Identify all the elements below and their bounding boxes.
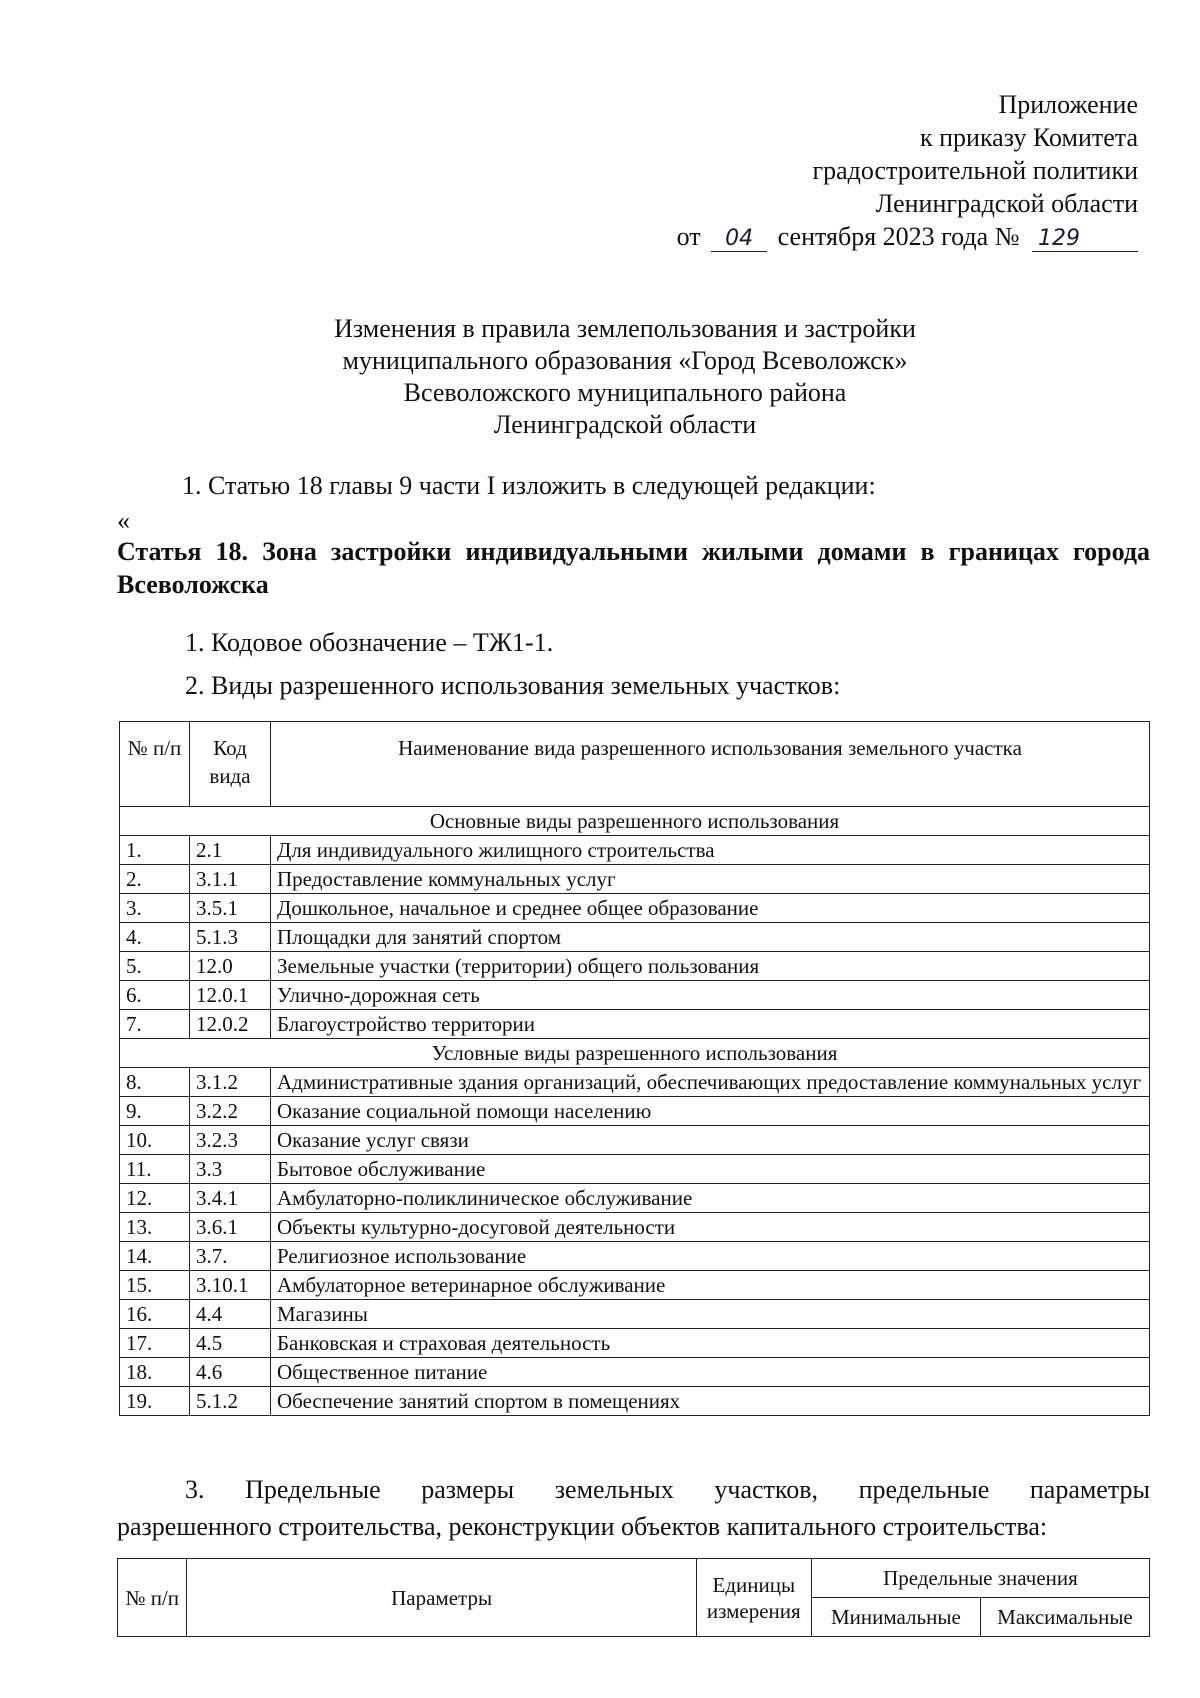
table-row <box>120 1271 1150 1300</box>
row-number: 14. <box>120 1242 190 1271</box>
row-use-name: Благоустройство территории <box>271 1010 1150 1039</box>
row-number: 7. <box>120 1010 190 1039</box>
parameters-header-row-1 <box>118 1559 1150 1598</box>
header-code: Код вида <box>190 722 271 807</box>
appendix-line-2: к приказу Комитета <box>919 123 1138 152</box>
row-code: 3.10.1 <box>190 1271 271 1300</box>
header-number: № п/п <box>120 722 190 807</box>
code-designation: 1. Кодовое обозначение – ТЖ1-1. <box>185 628 554 657</box>
row-code: 4.4 <box>190 1300 271 1329</box>
row-use-name: Административные здания организаций, обеспечивающих предоставление коммунальных услуг <box>271 1068 1150 1097</box>
row-number: 2. <box>120 865 190 894</box>
table-row <box>120 1097 1150 1126</box>
row-number: 16. <box>120 1300 190 1329</box>
section-row <box>120 807 1150 836</box>
row-number: 10. <box>120 1126 190 1155</box>
table-row <box>120 1213 1150 1242</box>
appendix-line-1: Приложение <box>998 90 1138 119</box>
permitted-uses-heading: 2. Виды разрешенного использования земельных участков: <box>185 671 841 700</box>
row-number: 9. <box>120 1097 190 1126</box>
title-line-4: Ленинградской области <box>493 410 757 439</box>
table-row <box>120 1300 1150 1329</box>
table-row <box>120 1358 1150 1387</box>
row-use-name: Амбулаторное ветеринарное обслуживание <box>271 1271 1150 1300</box>
row-use-name: Для индивидуального жилищного строительства <box>271 836 1150 865</box>
row-code: 12.0.2 <box>190 1010 271 1039</box>
row-use-name: Магазины <box>271 1300 1150 1329</box>
row-use-name: Предоставление коммунальных услуг <box>271 865 1150 894</box>
header-use-name: Наименование вида разрешенного использования земельного участка <box>271 722 1150 807</box>
table-row <box>120 1329 1150 1358</box>
row-number: 17. <box>120 1329 190 1358</box>
row-code: 4.6 <box>190 1358 271 1387</box>
title-line-3: Всеволожского муниципального района <box>403 378 847 407</box>
row-number: 18. <box>120 1358 190 1387</box>
parameters-table <box>117 1558 1150 1637</box>
row-number: 4. <box>120 923 190 952</box>
handwritten-number: 129 <box>1032 227 1138 252</box>
row-code: 5.1.3 <box>190 923 271 952</box>
param-header-params: Параметры <box>187 1559 696 1637</box>
row-code: 5.1.2 <box>190 1387 271 1416</box>
table-row <box>120 981 1150 1010</box>
table-row <box>120 923 1150 952</box>
section-title: Условные виды разрешенного использования <box>120 1039 1150 1068</box>
row-number: 5. <box>120 952 190 981</box>
row-code: 2.1 <box>190 836 271 865</box>
param-header-limits: Предельные значения <box>811 1559 1149 1598</box>
table-row <box>120 1242 1150 1271</box>
permitted-uses-table <box>119 721 1150 1416</box>
row-use-name: Дошкольное, начальное и среднее общее образование <box>271 894 1150 923</box>
param-header-number: № п/п <box>118 1559 187 1637</box>
appendix-line-4: Ленинградской области <box>875 189 1138 218</box>
section-title: Основные виды разрешенного использования <box>120 807 1150 836</box>
table-row <box>120 894 1150 923</box>
row-code: 12.0 <box>190 952 271 981</box>
document-title <box>0 313 1200 441</box>
row-use-name: Общественное питание <box>271 1358 1150 1387</box>
row-number: 15. <box>120 1271 190 1300</box>
row-code: 3.3 <box>190 1155 271 1184</box>
table-row <box>120 1126 1150 1155</box>
table-row <box>120 952 1150 981</box>
row-use-name: Оказание социальной помощи населению <box>271 1097 1150 1126</box>
row-code: 4.5 <box>190 1329 271 1358</box>
appendix-line-3: градостроительной политики <box>812 156 1138 185</box>
row-number: 19. <box>120 1387 190 1416</box>
param-header-min: Минимальные <box>811 1598 980 1637</box>
table-row <box>120 1155 1150 1184</box>
param-header-units: Единицы измерения <box>696 1559 811 1637</box>
opening-quote: « <box>117 506 130 535</box>
row-code: 3.4.1 <box>190 1184 271 1213</box>
table-body <box>120 807 1150 1416</box>
date-rest: сентября 2023 года <box>777 222 989 251</box>
row-code: 3.1.1 <box>190 865 271 894</box>
row-use-name: Банковская и страховая деятельность <box>271 1329 1150 1358</box>
row-use-name: Оказание услуг связи <box>271 1126 1150 1155</box>
row-code: 3.6.1 <box>190 1213 271 1242</box>
date-prefix: от <box>676 222 701 251</box>
row-use-name: Религиозное использование <box>271 1242 1150 1271</box>
row-number: 3. <box>120 894 190 923</box>
table-row <box>120 836 1150 865</box>
row-code: 3.5.1 <box>190 894 271 923</box>
appendix-header <box>677 88 1138 253</box>
row-code: 3.7. <box>190 1242 271 1271</box>
row-code: 3.2.2 <box>190 1097 271 1126</box>
row-number: 13. <box>120 1213 190 1242</box>
item-1-text: 1. Статью 18 главы 9 части I изложить в следующей редакции: <box>182 471 876 500</box>
table-row <box>120 865 1150 894</box>
row-use-name: Бытовое обслуживание <box>271 1155 1150 1184</box>
title-line-1: Изменения в правила землепользования и застройки <box>334 314 916 343</box>
item-3-line-1: 3. Предельные размеры земельных участков, предельные параметры <box>185 1475 1150 1504</box>
order-date-line <box>677 220 1138 253</box>
row-use-name: Земельные участки (территории) общего пользования <box>271 952 1150 981</box>
item-3-line-2: разрешенного строительства, реконструкции объектов капитального строительства: <box>117 1512 1048 1541</box>
row-use-name: Обеспечение занятий спортом в помещениях <box>271 1387 1150 1416</box>
table-row <box>120 1387 1150 1416</box>
param-header-max: Максимальные <box>980 1598 1149 1637</box>
table-row <box>120 1010 1150 1039</box>
row-use-name: Площадки для занятий спортом <box>271 923 1150 952</box>
handwritten-day: 04 <box>711 227 767 252</box>
table-header-row <box>120 722 1150 807</box>
table-row <box>120 1068 1150 1097</box>
row-use-name: Объекты культурно-досуговой деятельности <box>271 1213 1150 1242</box>
row-number: 6. <box>120 981 190 1010</box>
section-row <box>120 1039 1150 1068</box>
row-number: 8. <box>120 1068 190 1097</box>
title-line-2: муниципального образования «Город Всеволожск» <box>342 346 908 375</box>
table-row <box>120 1184 1150 1213</box>
number-sign: № <box>994 222 1020 251</box>
row-number: 11. <box>120 1155 190 1184</box>
row-code: 3.2.3 <box>190 1126 271 1155</box>
row-use-name: Амбулаторно-поликлиническое обслуживание <box>271 1184 1150 1213</box>
row-number: 12. <box>120 1184 190 1213</box>
row-code: 12.0.1 <box>190 981 271 1010</box>
row-number: 1. <box>120 836 190 865</box>
article-heading: Статья 18. Зона застройки индивидуальными жилыми домами в границах города Всеволожска <box>117 537 1150 599</box>
row-code: 3.1.2 <box>190 1068 271 1097</box>
row-use-name: Улично-дорожная сеть <box>271 981 1150 1010</box>
